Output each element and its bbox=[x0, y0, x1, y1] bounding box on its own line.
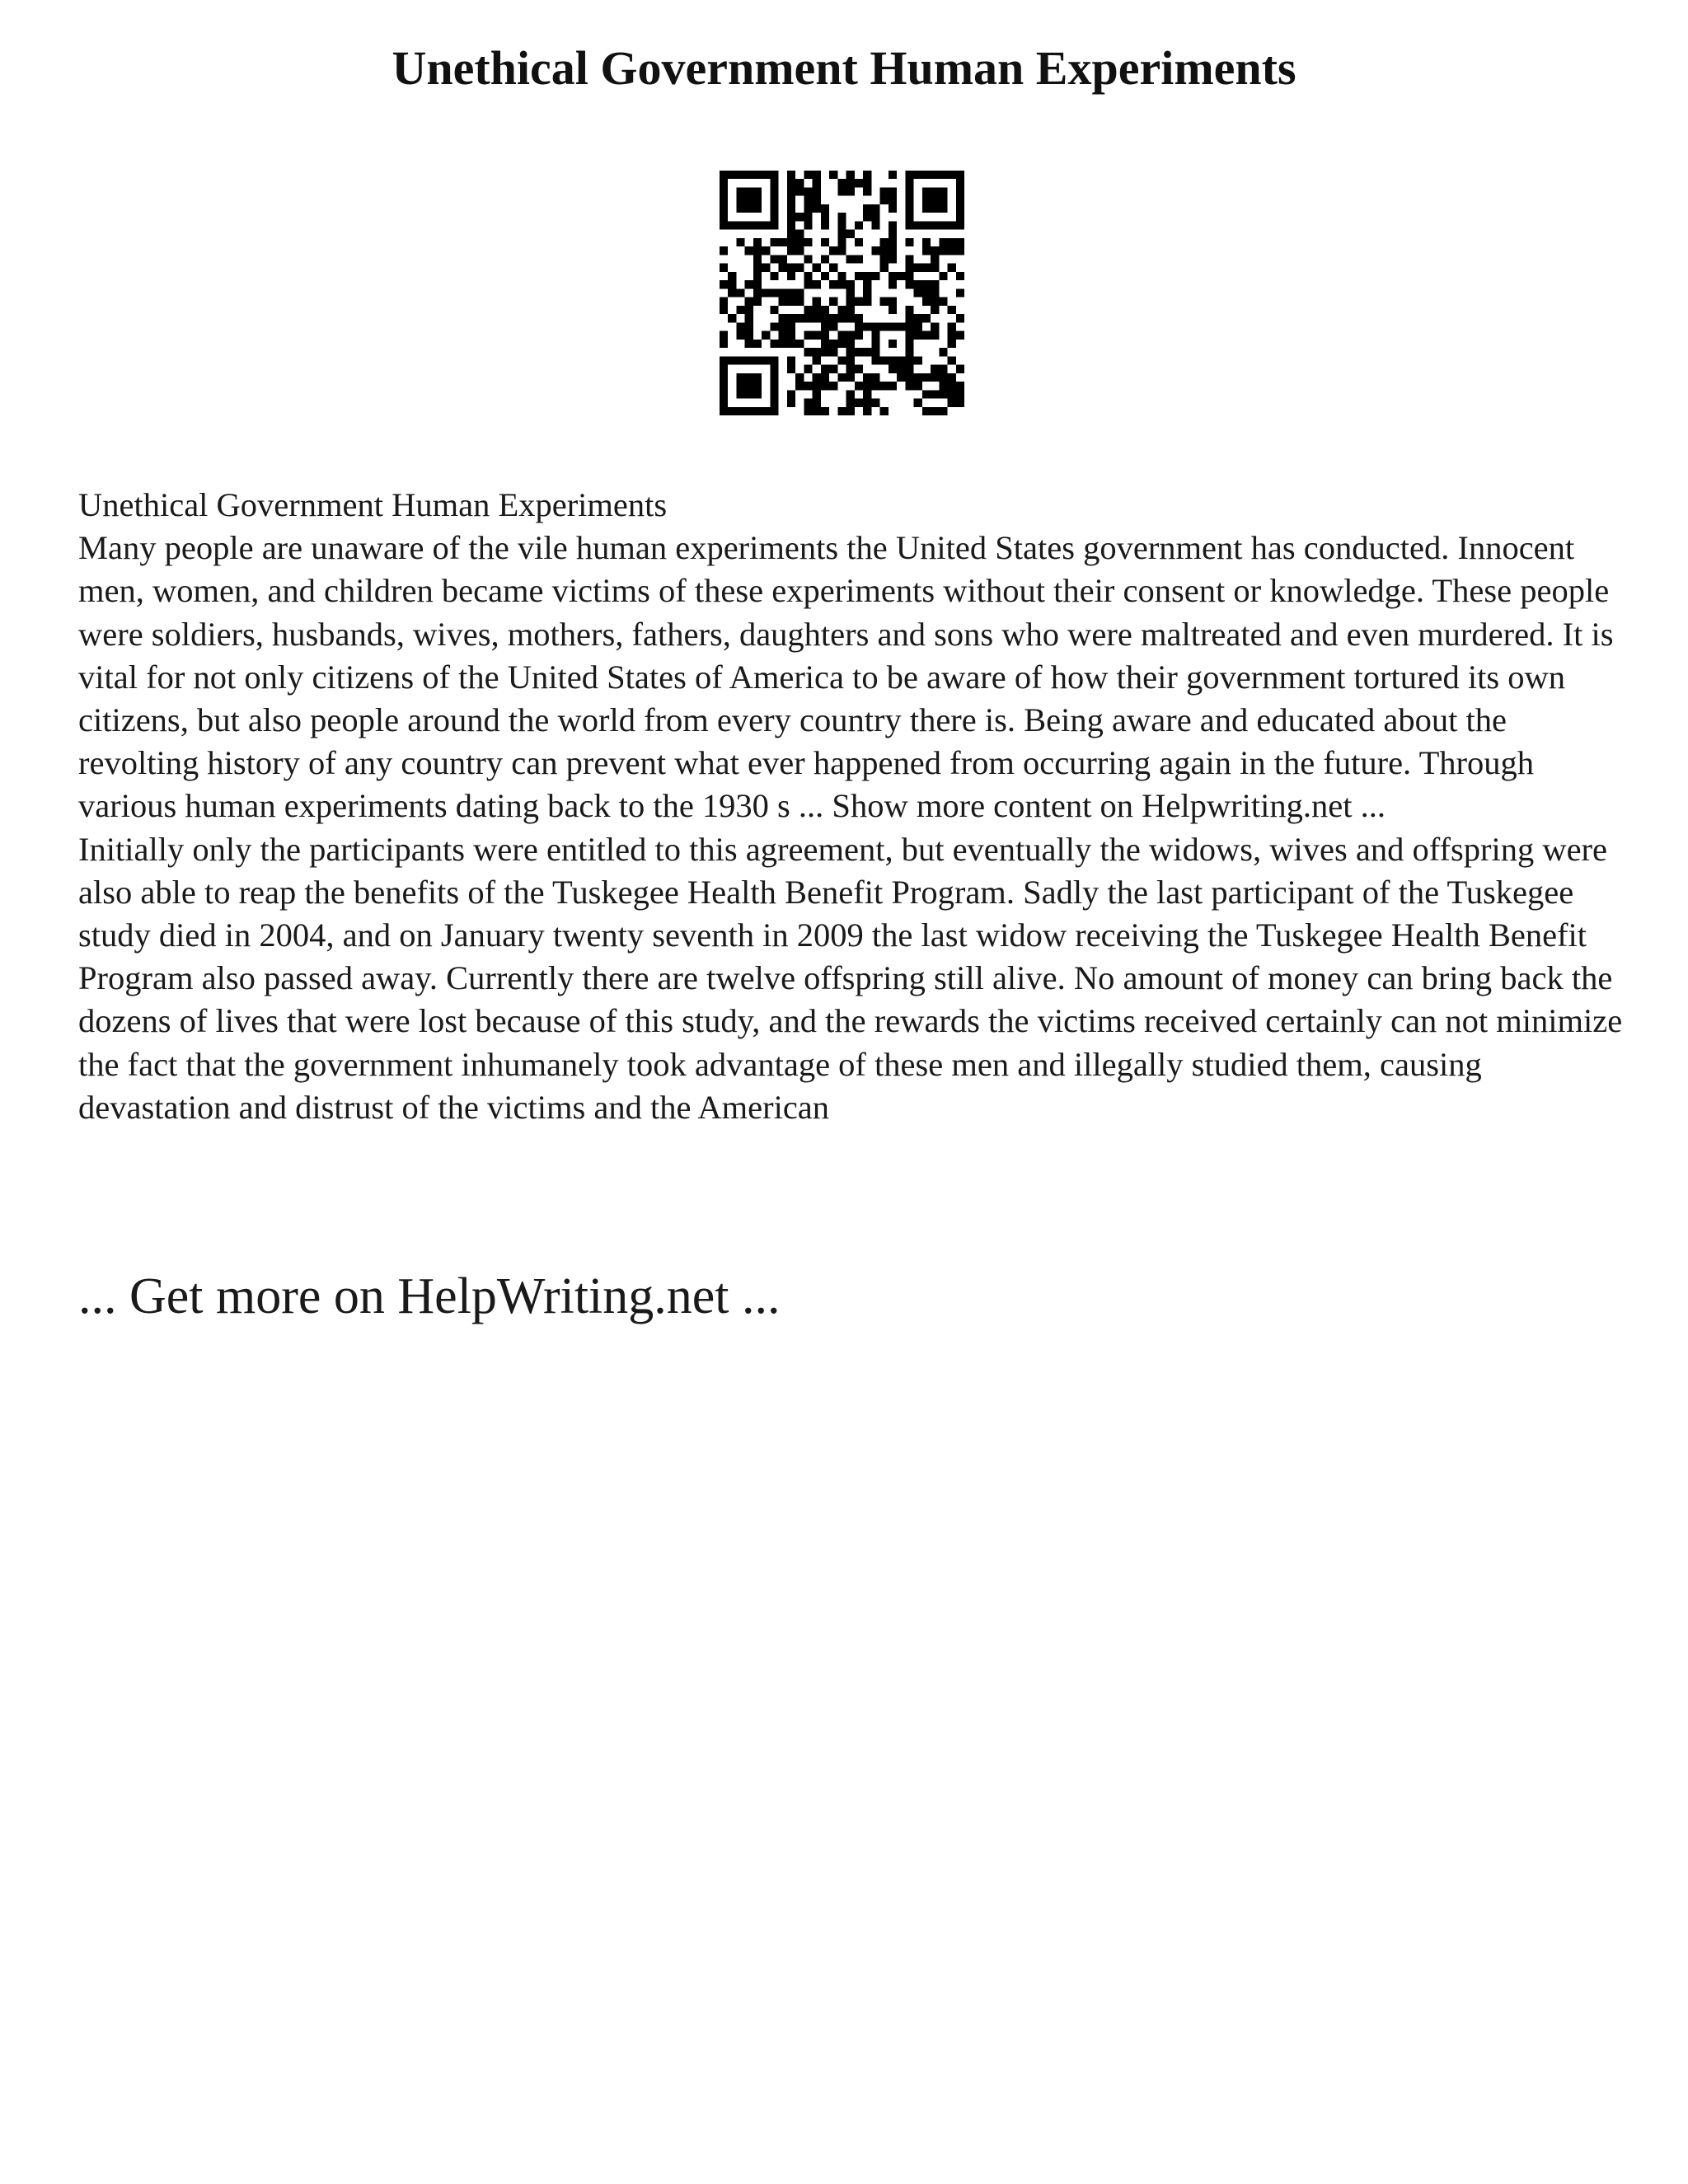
body-paragraph-2: Initially only the participants were entitled to this agreement, but eventually the widows, wives and offspring were also able to reap the benefits of the Tuskegee Health Benefit Program. Sadly the last participant of the Tuskegee study died in 2004, and on January twenty seventh in 2009 the last widow receiving the Tuskegee Health Benefit Program also passed away. Currently there are twelve offspring still alive. No amount of money can bring back the dozens of lives that were lost because of this study, and the rewards the victims received certainly can not minimize the fact that the government inhumanely took advantage of these men and illegally studied them, causing devastation and distrust of the victims and the American bbox=[78, 830, 1623, 1126]
body-heading-line: Unethical Government Human Experiments bbox=[78, 486, 668, 523]
body-paragraph-1: Many people are unaware of the vile human experiments the United States government has conducted. Innocent men, women, and children became victims of these experiments without their consent or knowledge. These people were soldiers, husbands, wives, mothers, fathers, daughters and sons who were maltreated and even murdered. It is vital for not only citizens of the United States of America to be aware of how their government tortured its own citizens, but also people around the world from every country there is. Being aware and educated about the revolting history of any country can prevent what ever happened from occurring again in the future. Through various human experiments dating back to the 1930 s ... Show more content on Helpwriting.net ... bbox=[78, 529, 1614, 825]
get-more-link[interactable]: ... Get more on HelpWriting.net ... bbox=[78, 1268, 781, 1324]
page-title: Unethical Government Human Experiments bbox=[392, 41, 1296, 95]
qr-code bbox=[720, 171, 964, 415]
qr-code-image bbox=[720, 171, 964, 415]
document-body bbox=[78, 484, 1628, 1129]
